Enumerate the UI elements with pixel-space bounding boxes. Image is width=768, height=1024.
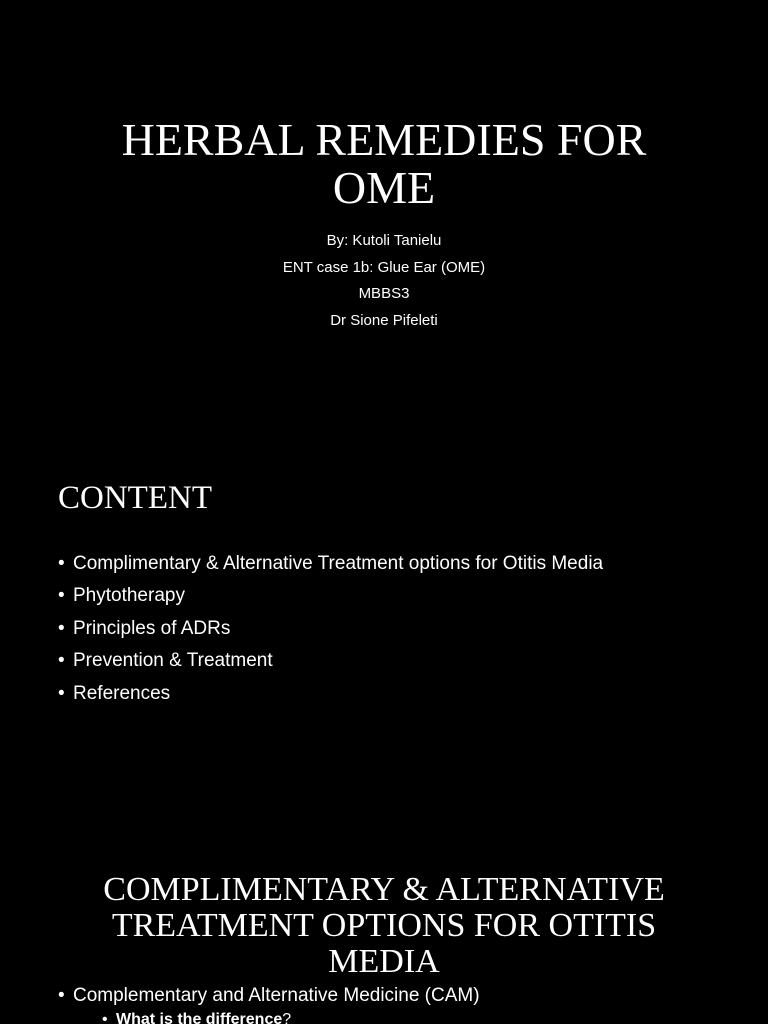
subtitle-list — [0, 228, 768, 334]
bullet-icon: • — [58, 682, 65, 704]
bullet-text: Phytotherapy — [73, 585, 185, 607]
cam-bullet-list — [58, 980, 480, 1012]
list-item — [58, 678, 603, 710]
cam-slide-title — [0, 872, 768, 980]
list-item — [58, 645, 603, 677]
sub-bullet-text: ? — [282, 1011, 292, 1024]
list-item — [58, 548, 603, 580]
list-item — [58, 580, 603, 612]
list-item — [58, 980, 480, 1012]
bullet-icon: • — [58, 650, 65, 672]
bullet-icon: • — [58, 985, 65, 1006]
author-line: By: Kutoli Tanielu — [326, 232, 442, 249]
bullet-icon: • — [58, 585, 65, 607]
title-line: HERBAL REMEDIES FOR — [121, 114, 647, 165]
content-heading: CONTENT — [58, 480, 212, 516]
case-line: ENT case 1b: Glue Ear (OME) — [282, 258, 486, 276]
bullet-text: Prevention & Treatment — [73, 650, 273, 672]
title-line: COMPLIMENTARY & ALTERNATIVE — [103, 871, 665, 908]
bullet-text: Principles of ADRs — [73, 617, 231, 639]
bullet-text: Complimentary & Alternative Treatment options for Otitis Media — [73, 553, 604, 574]
slide-title — [0, 0, 768, 430]
slide-content — [0, 430, 768, 862]
sub-bullet-bold-text: What is the difference — [116, 1011, 283, 1024]
slide-cam — [0, 862, 768, 1024]
title-line: TREATMENT OPTIONS FOR OTITIS — [111, 907, 657, 944]
slide-title-heading — [0, 116, 768, 212]
cam-sub-bullet-list — [102, 1010, 291, 1024]
title-line: OME — [332, 162, 436, 213]
title-line: MEDIA — [328, 943, 440, 980]
bullet-icon: • — [102, 1011, 108, 1024]
bullet-text: References — [73, 682, 171, 704]
list-item — [102, 1010, 291, 1024]
course-line: MBBS3 — [358, 285, 410, 302]
supervisor-line: Dr Sione Pifeleti — [330, 311, 438, 329]
content-bullet-list — [58, 548, 603, 710]
bullet-icon: • — [58, 617, 65, 639]
bullet-icon: • — [58, 553, 65, 574]
list-item — [58, 613, 603, 645]
bullet-text: Complementary and Alternative Medicine (CAM) — [73, 985, 480, 1006]
